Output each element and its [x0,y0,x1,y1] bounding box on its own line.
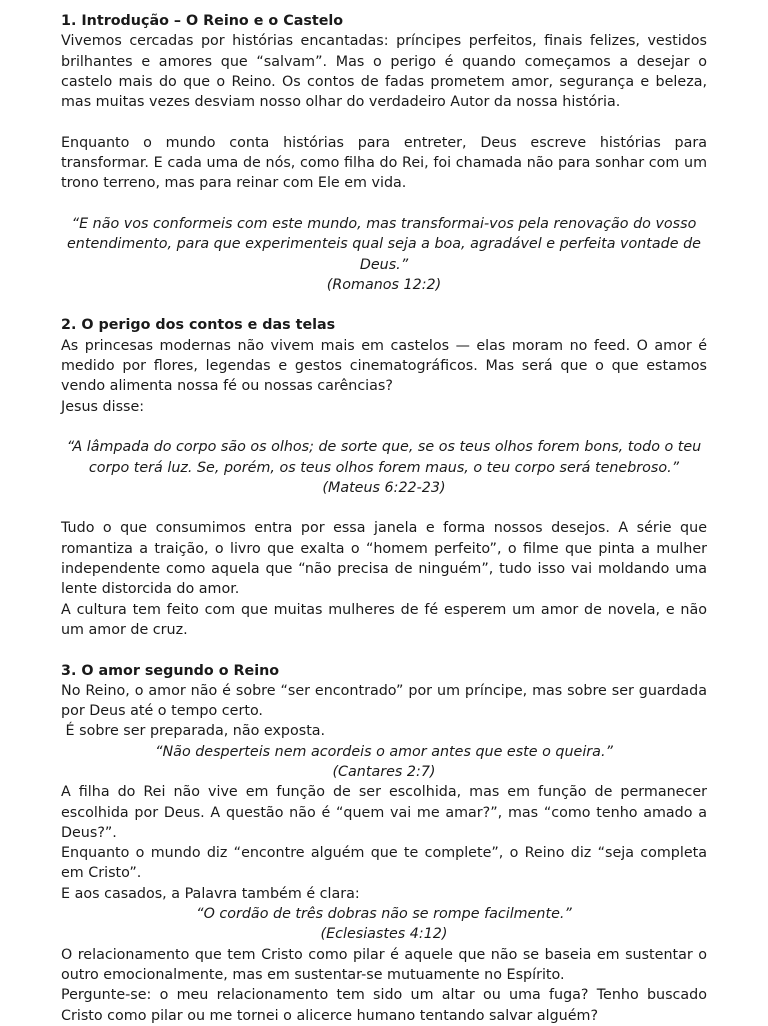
quote-text: “E não vos conformeis com este mundo, mas transformai-vos pela renovação do vosso entendimento, para que experimenteis qual seja a boa, agradável e perfeita vontade de Deus.” [67,215,701,273]
spacer [61,112,707,132]
bible-quote [61,214,707,295]
paragraph: As princesas modernas não vivem mais em castelos — elas moram no feed. O amor é medido por flores, legendas e gestos cinematográficos. Mas será que o que estamos vendo alimenta nossa fé ou nossas carências? [61,337,707,395]
quote-reference: (Cantares 2:7) [332,763,436,780]
paragraph: Enquanto o mundo conta histórias para entreter, Deus escreve histórias para transformar. E cada uma de nós, como filha do Rei, foi chamada não para sonhar com um trono terreno, mas para reinar com Ele em vida. [61,134,707,192]
spacer [61,417,707,437]
quote-text: “A lâmpada do corpo são os olhos; de sorte que, se os teus olhos forem bons, todo o teu corpo terá luz. Se, porém, os teus olhos forem maus, o teu corpo será tenebroso.” [66,439,702,476]
spacer [61,295,707,315]
paragraph: Jesus disse: [61,398,145,415]
document-page [61,11,707,1026]
paragraph: Tudo o que consumimos entra por essa janela e forma nossos desejos. A série que romantiza a traição, o livro que exalta o “homem perfeito”, o filme que pinta a mulher independente como aquela que “não precisa de ninguém”, tudo isso vai moldando uma lente distorcida do amor. [61,520,707,598]
bible-quote [61,742,707,783]
spacer [61,640,707,660]
quote-text: “O cordão de três dobras não se rompe facilmente.” [196,906,572,923]
section-heading-perigo: 2. O perigo dos contos e das telas [61,317,336,334]
paragraph: No Reino, o amor não é sobre “ser encontrado” por um príncipe, mas sobre ser guardada por Deus até o tempo certo. [61,682,707,720]
bible-quote [61,904,707,945]
quote-reference: (Eclesiastes 4:12) [320,926,448,943]
quote-reference: (Romanos 12:2) [326,276,442,293]
spacer [61,498,707,518]
section-heading-amor-reino: 3. O amor segundo o Reino [61,662,280,679]
section-heading-introducao: 1. Introdução – O Reino e o Castelo [61,13,344,29]
paragraph: É sobre ser preparada, não exposta. [61,723,326,740]
paragraph: E aos casados, a Palavra também é clara: [61,885,360,902]
quote-text: “Não desperteis nem acordeis o amor antes que este o queira.” [155,743,613,760]
spacer [61,194,707,214]
quote-reference: (Mateus 6:22-23) [322,479,446,496]
paragraph: Enquanto o mundo diz “encontre alguém que te complete”, o Reino diz “seja completa em Cristo”. [61,845,707,882]
paragraph: A filha do Rei não vive em função de ser escolhida, mas em função de permanecer escolhida por Deus. A questão não é “quem vai me amar?”, mas “como tenho amado a Deus?”. [61,784,707,841]
paragraph: Vivemos cercadas por histórias encantadas: príncipes perfeitos, finais felizes, vestidos brilhantes e amores que “salvam”. Mas o perigo é quando começamos a desejar o castelo mais do que o Reino. Os contos de fadas prometem amor, segurança e beleza, mas muitas vezes desviam nosso olhar do verdadeiro Autor da nossa história. [61,33,707,111]
paragraph: O relacionamento que tem Cristo como pilar é aquele que não se baseia em sustentar o outro emocionalmente, mas em sustentar-se mutuamente no Espírito. [61,946,707,983]
bible-quote [61,437,707,498]
paragraph: Pergunte-se: o meu relacionamento tem sido um altar ou uma fuga? Tenho buscado Cristo como pilar ou me tornei o alicerce humano tentando salvar alguém? [61,987,707,1024]
paragraph: A cultura tem feito com que muitas mulheres de fé esperem um amor de novela, e não um amor de cruz. [61,601,707,638]
